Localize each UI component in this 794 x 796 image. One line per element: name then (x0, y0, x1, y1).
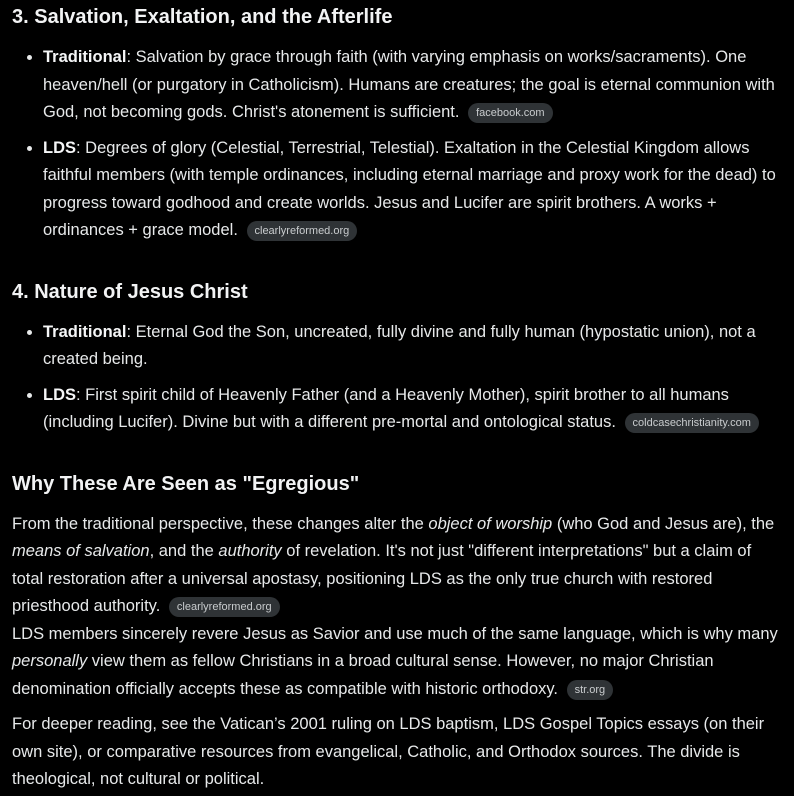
christ-list (12, 319, 782, 437)
section-heading-salvation: 3. Salvation, Exaltation, and the Afterlife (12, 6, 393, 28)
item-text: : First spirit child of Heavenly Father (and a Heavenly Mother), spirit brother to all humans (including Lucifer). Divine but with a different pre-mortal and ontological status. (43, 385, 729, 431)
text-run: , and the (149, 542, 219, 560)
emphasis: object of worship (428, 514, 553, 533)
text-run: From the traditional perspective, these changes alter the (12, 514, 429, 533)
item-text: : Salvation by grace through faith (with varying emphasis on works/sacraments). One heaven/hell (or purgatory in Catholicism). Humans are creatures; the goal is eternal communion with God, not becoming gods. Christ's atonement is sufficient. (43, 48, 775, 121)
bold-label: Traditional (43, 48, 127, 66)
list-item (43, 44, 782, 127)
text-run: view them as fellow Christians in a broad cultural sense. However, no major Christian denomination officially accepts these as compatible with historic orthodoxy. (12, 652, 714, 698)
source-chip-coldcase[interactable]: coldcasechristianity.com (625, 413, 759, 433)
paragraph (12, 621, 782, 704)
item-text: : Degrees of glory (Celestial, Terrestrial, Telestial). Exaltation in the Celestial Kingdom allows faithful members (with temple ordinances, including eternal marriage and proxy work for the dead) to progress toward godhood and create worlds. Jesus and Lucifer are spirit brothers. A works + ordinances + grace model. (43, 138, 776, 239)
source-chip-str[interactable]: str.org (567, 680, 614, 700)
text-run: of revelation. It's not just "different interpretations" but a claim of total restoration after a universal apostasy, positioning LDS as the only true church with restored priesthood authority. (12, 542, 752, 615)
list-item (43, 319, 782, 374)
source-chip-clearlyreformed[interactable]: clearlyreformed.org (247, 221, 358, 241)
salvation-list (12, 44, 782, 245)
emphasis: means of salvation (12, 542, 150, 560)
section-heading-why-egregious: Why These Are Seen as "Egregious" (12, 472, 360, 495)
emphasis: authority (218, 542, 282, 560)
bold-label: LDS (43, 385, 76, 404)
item-text: : Eternal God the Son, uncreated, fully divine and fully human (hypostatic union), not a created being. (43, 322, 756, 368)
source-chip-clearlyreformed[interactable]: clearlyreformed.org (169, 597, 280, 617)
paragraph (12, 511, 782, 621)
list-item (43, 382, 782, 437)
text-run: (who God and Jesus are), the (552, 514, 775, 533)
paragraph: For deeper reading, see the Vatican’s 2001 ruling on LDS baptism, LDS Gospel Topics essays (on their own site), or comparative resources from evangelical, Catholic, and Orthodox sources. The divide is theological, not cultural or political. (12, 715, 765, 788)
bold-label: LDS (43, 138, 76, 157)
text-run: LDS members sincerely revere Jesus as Savior and use much of the same language, which is why many (12, 624, 778, 643)
section-heading-nature-of-christ: 4. Nature of Jesus Christ (12, 280, 248, 303)
source-chip-facebook[interactable]: facebook.com (468, 103, 552, 123)
response-content (12, 0, 782, 794)
bold-label: Traditional (43, 322, 127, 341)
emphasis: personally (12, 652, 88, 670)
list-item (43, 135, 782, 245)
